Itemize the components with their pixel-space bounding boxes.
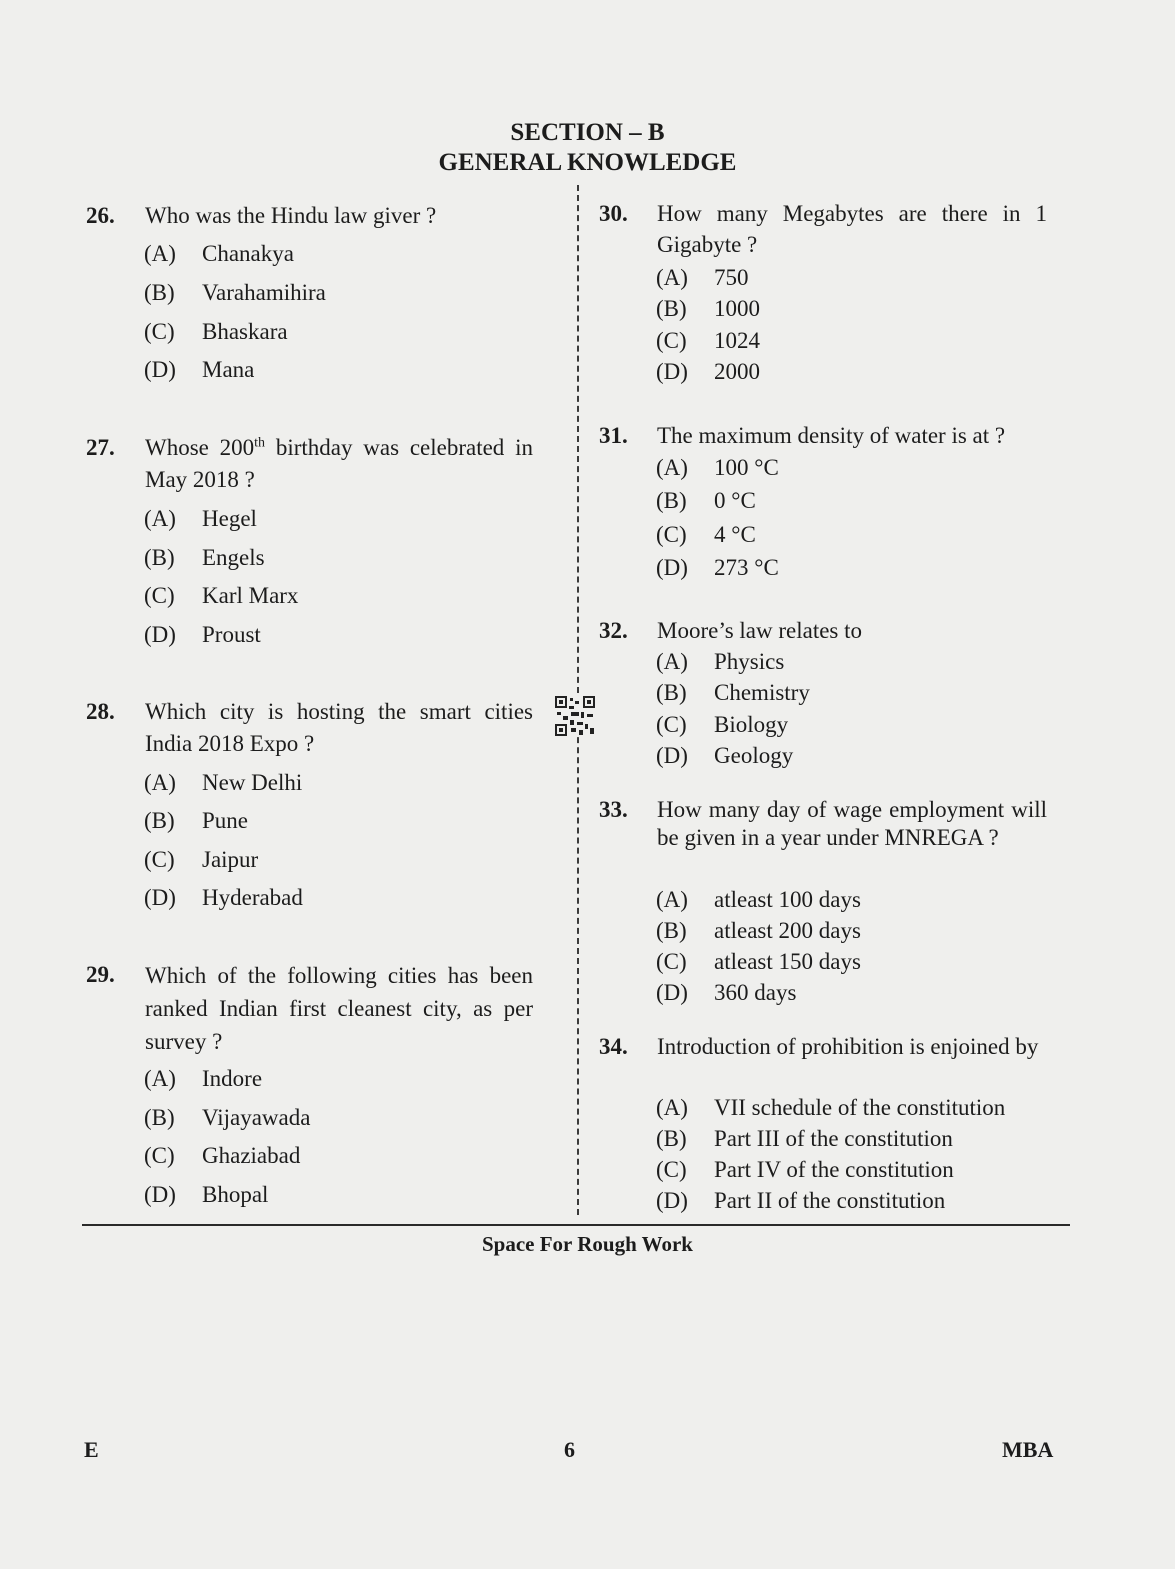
question-text: The maximum density of water is at ?: [657, 423, 1006, 448]
option-d[interactable]: (D) Proust: [144, 622, 261, 647]
footer-page-number: 6: [564, 1437, 575, 1462]
option-d[interactable]: (D) Mana: [144, 357, 255, 382]
option-b[interactable]: (B) 0 °C: [656, 488, 756, 513]
horizontal-rule: [82, 1224, 1070, 1226]
qr-code-icon: [555, 696, 595, 736]
option-a[interactable]: (A) Chanakya: [144, 241, 294, 266]
question-number: 26.: [86, 203, 115, 228]
option-a[interactable]: (A) VII schedule of the constitution: [656, 1095, 1006, 1120]
question-text: Whose 200th birthday was celebrated in May 2018 ?: [145, 435, 533, 492]
question-number: 32.: [599, 618, 628, 643]
question-number: 28.: [86, 699, 115, 724]
footer-course: MBA: [1002, 1437, 1054, 1462]
rough-work-label: Space For Rough Work: [481, 1232, 693, 1256]
option-b[interactable]: (B) 1000: [656, 296, 760, 321]
option-c[interactable]: (C) 4 °C: [656, 522, 756, 547]
option-b[interactable]: (B) Engels: [144, 545, 265, 570]
option-d[interactable]: (D) 360 days: [656, 980, 797, 1005]
question-text: Who was the Hindu law giver ?: [145, 203, 437, 228]
option-b[interactable]: (B) Part III of the constitution: [656, 1126, 953, 1151]
option-c[interactable]: (C) atleast 150 days: [656, 949, 861, 974]
option-a[interactable]: (A) New Delhi: [144, 770, 303, 795]
question-number: 27.: [86, 435, 115, 460]
option-c[interactable]: (C) Part IV of the constitution: [656, 1157, 954, 1182]
question-number: 33.: [599, 797, 628, 822]
question-text: Which of the following cities has been ranked Indian first cleanest city, as per survey ?: [145, 963, 533, 1054]
option-c[interactable]: (C) Bhaskara: [144, 319, 288, 344]
question-number: 31.: [599, 423, 628, 448]
option-d[interactable]: (D) Hyderabad: [144, 885, 303, 910]
option-a[interactable]: (A) Hegel: [144, 506, 257, 531]
option-d[interactable]: (D) Part II of the constitution: [656, 1188, 946, 1213]
option-c[interactable]: (C) 1024: [656, 328, 760, 353]
option-b[interactable]: (B) atleast 200 days: [656, 918, 861, 943]
option-d[interactable]: (D) Bhopal: [144, 1182, 269, 1207]
option-d[interactable]: (D) 2000: [656, 359, 760, 384]
footer-booklet-code: E: [84, 1437, 99, 1462]
option-b[interactable]: (B) Pune: [144, 808, 248, 833]
question-text: Moore’s law relates to: [657, 618, 863, 643]
subject-heading: GENERAL KNOWLEDGE: [438, 149, 737, 176]
option-b[interactable]: (B) Vijayawada: [144, 1105, 311, 1130]
option-a[interactable]: (A) 100 °C: [656, 455, 779, 480]
option-a[interactable]: (A) Physics: [656, 649, 785, 674]
option-d[interactable]: (D) 273 °C: [656, 555, 779, 580]
question-text: How many day of wage employment will be given in a year under MNREGA ?: [657, 797, 1047, 850]
option-d[interactable]: (D) Geology: [656, 743, 794, 768]
option-a[interactable]: (A) atleast 100 days: [656, 887, 861, 912]
question-number: 30.: [599, 201, 628, 226]
question-text: Which city is hosting the smart cities India 2018 Expo ?: [145, 699, 533, 756]
option-c[interactable]: (C) Biology: [656, 712, 789, 737]
option-b[interactable]: (B) Chemistry: [656, 680, 810, 705]
option-c[interactable]: (C) Ghaziabad: [144, 1143, 301, 1168]
question-number: 34.: [599, 1034, 628, 1059]
option-c[interactable]: (C) Karl Marx: [144, 583, 299, 608]
option-a[interactable]: (A) 750: [656, 265, 749, 290]
option-a[interactable]: (A) Indore: [144, 1066, 263, 1091]
question-text: Introduction of prohibition is enjoined by: [657, 1034, 1039, 1059]
option-b[interactable]: (B) Varahamihira: [144, 280, 326, 305]
question-number: 29.: [86, 962, 115, 987]
question-text: How many Megabytes are there in 1 Gigabyte ?: [657, 201, 1047, 257]
option-c[interactable]: (C) Jaipur: [144, 847, 259, 872]
section-heading: SECTION – B: [510, 119, 665, 146]
